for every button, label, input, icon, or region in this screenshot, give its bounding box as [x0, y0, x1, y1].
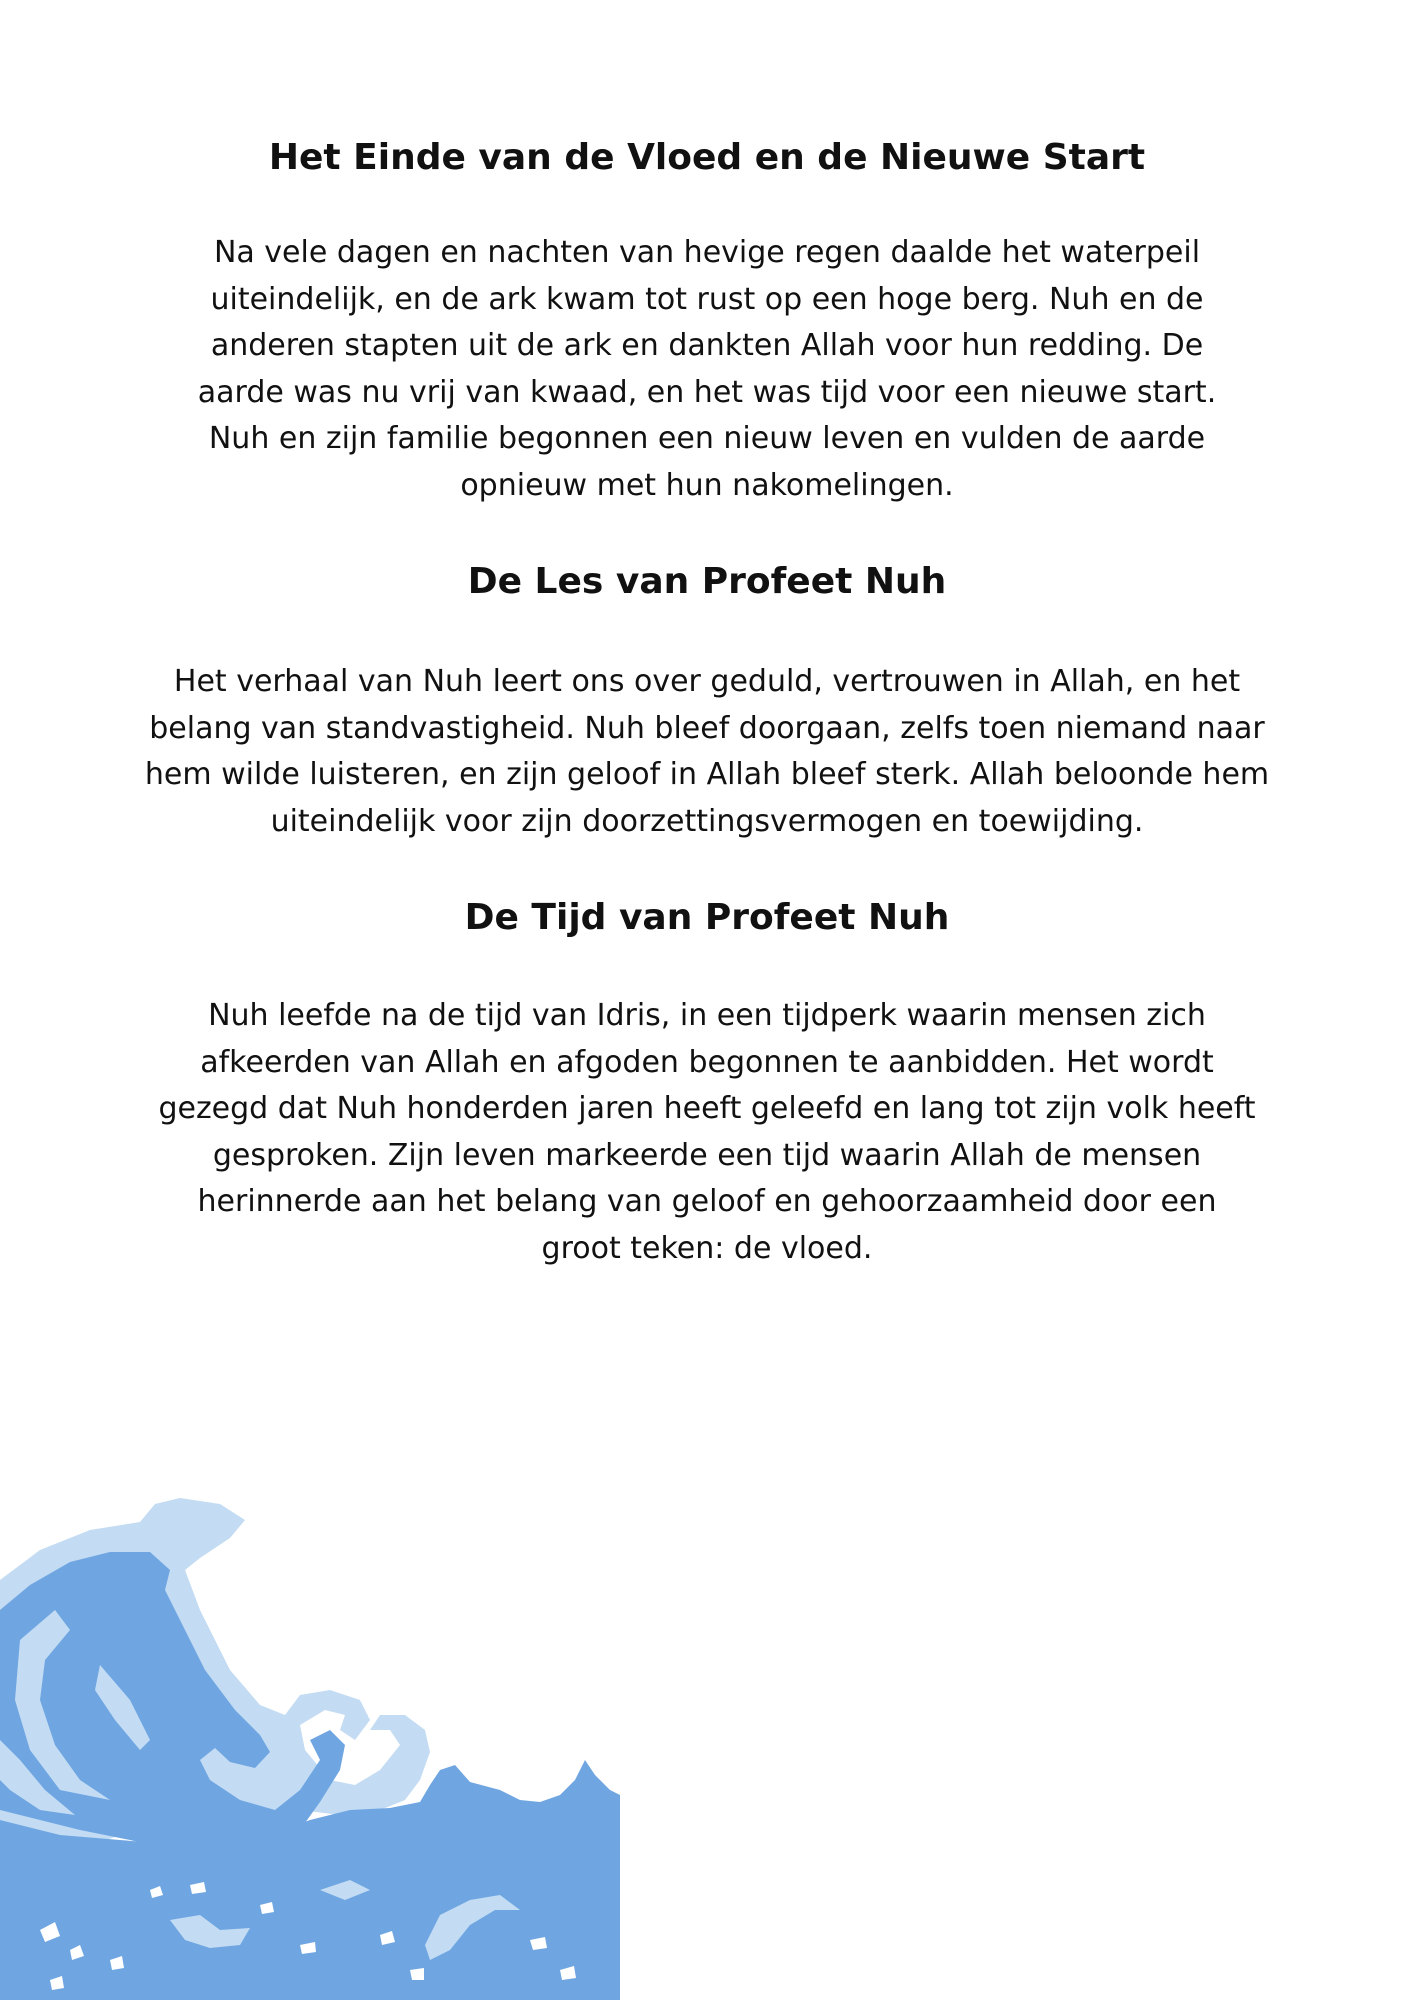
section-title-flood-end: Het Einde van de Vloed en de Nieuwe Start	[268, 137, 1146, 178]
section-title-lesson: De Les van Profeet Nuh	[467, 561, 947, 602]
section-body-lesson: Het verhaal van Nuh leert ons over geduld, vertrouwen in Allah, en het belang van standvastigheid. Nuh bleef doorgaan, zelfs toen niemand naar hem wilde luisteren, en zijn geloof in Allah bleef sterk. Allah beloonde hem uiteindelijk voor zijn doorzettingsvermogen en toewijding.	[144, 664, 1270, 839]
document-content	[130, 130, 1284, 1272]
section-title-era: De Tijd van Profeet Nuh	[464, 897, 950, 938]
section-body-flood-end: Na vele dagen en nachten van hevige regen daalde het waterpeil uiteindelijk, en de ark kwam tot rust op een hoge berg. Nuh en de anderen stapten uit de ark en dankten Allah voor hun redding. De aarde was nu vrij van kwaad, en het was tijd voor een nieuwe start. Nuh en zijn familie begonnen een nieuw leven en vulden de aarde opnieuw met hun nakomelingen.	[197, 235, 1217, 503]
section-body-era: Nuh leefde na de tijd van Idris, in een tijdperk waarin mensen zich afkeerden van Allah en afgoden begonnen te aanbidden. Het wordt gezegd dat Nuh honderden jaren heeft geleefd en lang tot zijn volk heeft gesproken. Zijn leven markeerde een tijd waarin Allah de mensen herinnerde aan het belang van geloof en gehoorzaamheid door een groot teken: de vloed.	[158, 998, 1256, 1266]
wave-illustration-icon	[0, 1490, 620, 2000]
